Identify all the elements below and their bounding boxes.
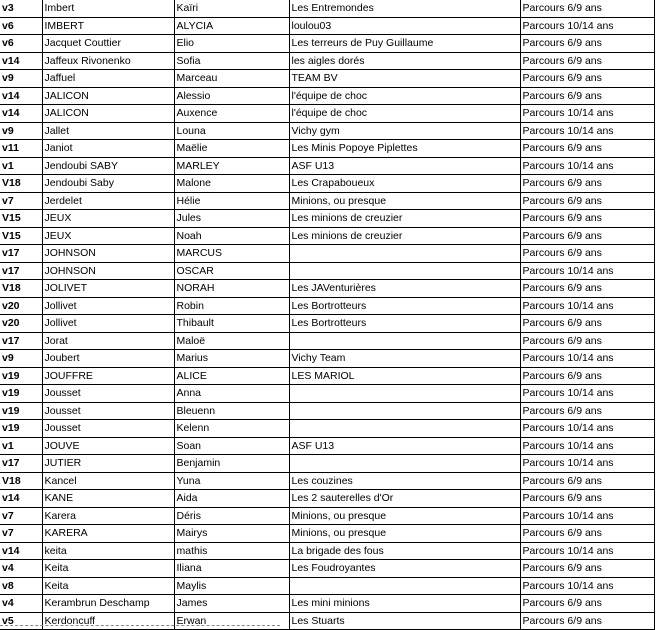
cell-course[interactable]: Parcours 6/9 ans	[520, 332, 654, 350]
cell-course[interactable]: Parcours 6/9 ans	[520, 595, 654, 613]
table-row	[0, 595, 654, 613]
cell-last-name[interactable]: Kerambrun Deschamp	[42, 595, 174, 613]
table-row	[0, 420, 654, 438]
cell-course[interactable]: Parcours 6/9 ans	[520, 175, 654, 193]
cell-course[interactable]: Parcours 6/9 ans	[520, 280, 654, 298]
cell-team[interactable]	[289, 455, 520, 473]
cell-first-name[interactable]: mathis	[174, 542, 289, 560]
cell-group[interactable]: v9	[0, 350, 42, 368]
table-row	[0, 105, 654, 123]
cell-team[interactable]: La brigade des fous	[289, 542, 520, 560]
cell-course[interactable]: Parcours 6/9 ans	[520, 472, 654, 490]
cell-course[interactable]: Parcours 6/9 ans	[520, 402, 654, 420]
cell-group[interactable]: v9	[0, 70, 42, 88]
cell-first-name[interactable]: Maloë	[174, 332, 289, 350]
cell-last-name[interactable]: IMBERT	[42, 17, 174, 35]
cell-team[interactable]: Les couzines	[289, 472, 520, 490]
cell-first-name[interactable]: Benjamin	[174, 455, 289, 473]
cell-course[interactable]: Parcours 6/9 ans	[520, 525, 654, 543]
cell-course[interactable]: Parcours 6/9 ans	[520, 490, 654, 508]
cell-last-name[interactable]: Jollivet	[42, 315, 174, 333]
cell-first-name[interactable]: Robin	[174, 297, 289, 315]
cell-course[interactable]: Parcours 10/14 ans	[520, 577, 654, 595]
table-row	[0, 17, 654, 35]
cell-team[interactable]: Minions, ou presque	[289, 507, 520, 525]
cell-course[interactable]: Parcours 10/14 ans	[520, 385, 654, 403]
table-row	[0, 192, 654, 210]
table-row	[0, 122, 654, 140]
table-row	[0, 507, 654, 525]
cell-first-name[interactable]: Anna	[174, 385, 289, 403]
cell-course[interactable]: Parcours 6/9 ans	[520, 0, 654, 17]
cell-first-name[interactable]: Kaïri	[174, 0, 289, 17]
table-row	[0, 175, 654, 193]
cell-course[interactable]: Parcours 10/14 ans	[520, 542, 654, 560]
cell-group[interactable]: v6	[0, 17, 42, 35]
cell-team[interactable]: Les Bortrotteurs	[289, 315, 520, 333]
table-row	[0, 472, 654, 490]
cell-team[interactable]	[289, 385, 520, 403]
table-row	[0, 245, 654, 263]
cell-last-name[interactable]: JALICON	[42, 87, 174, 105]
cell-last-name[interactable]: Jendoubi Saby	[42, 175, 174, 193]
cell-first-name[interactable]: MARCUS	[174, 245, 289, 263]
cell-team[interactable]	[289, 402, 520, 420]
cell-last-name[interactable]: JEUX	[42, 227, 174, 245]
cell-team[interactable]: Les minions de creuzier	[289, 210, 520, 228]
cell-group[interactable]: v17	[0, 262, 42, 280]
cell-course[interactable]: Parcours 6/9 ans	[520, 612, 654, 630]
cell-group[interactable]: v17	[0, 455, 42, 473]
cell-team[interactable]: ASF U13	[289, 157, 520, 175]
table-row	[0, 315, 654, 333]
cell-first-name[interactable]: Sofia	[174, 52, 289, 70]
cell-last-name[interactable]: KANE	[42, 490, 174, 508]
cell-last-name[interactable]: Kancel	[42, 472, 174, 490]
cell-last-name[interactable]: Jousset	[42, 420, 174, 438]
cell-first-name[interactable]: ALYCIA	[174, 17, 289, 35]
cell-last-name[interactable]: Jallet	[42, 122, 174, 140]
cell-first-name[interactable]: Déris	[174, 507, 289, 525]
cell-group[interactable]: v3	[0, 0, 42, 17]
cell-group[interactable]: v19	[0, 385, 42, 403]
cell-last-name[interactable]: Jorat	[42, 332, 174, 350]
cell-last-name[interactable]: Janiot	[42, 140, 174, 158]
cell-team[interactable]	[289, 332, 520, 350]
cell-first-name[interactable]: Aida	[174, 490, 289, 508]
cell-course[interactable]: Parcours 10/14 ans	[520, 455, 654, 473]
cell-group[interactable]: v19	[0, 367, 42, 385]
cell-first-name[interactable]: Elio	[174, 35, 289, 53]
cell-group[interactable]: v7	[0, 507, 42, 525]
cell-first-name[interactable]: ALICE	[174, 367, 289, 385]
cell-course[interactable]: Parcours 6/9 ans	[520, 227, 654, 245]
table-row	[0, 280, 654, 298]
cell-course[interactable]: Parcours 6/9 ans	[520, 367, 654, 385]
cell-team[interactable]: ASF U13	[289, 437, 520, 455]
cell-last-name[interactable]: Jaffuel	[42, 70, 174, 88]
cell-course[interactable]: Parcours 6/9 ans	[520, 140, 654, 158]
table-row	[0, 560, 654, 578]
cell-group[interactable]: v8	[0, 577, 42, 595]
cell-last-name[interactable]: JOUVE	[42, 437, 174, 455]
cell-last-name[interactable]: Keita	[42, 577, 174, 595]
cell-team[interactable]	[289, 577, 520, 595]
table-row	[0, 525, 654, 543]
clip-edge	[0, 625, 280, 626]
table-row	[0, 437, 654, 455]
table-row	[0, 140, 654, 158]
table-row	[0, 542, 654, 560]
cell-group[interactable]: v1	[0, 157, 42, 175]
cell-last-name[interactable]: Joubert	[42, 350, 174, 368]
cell-group[interactable]: V18	[0, 472, 42, 490]
cell-last-name[interactable]: JOHNSON	[42, 245, 174, 263]
table-row	[0, 297, 654, 315]
cell-team[interactable]: Les Crapaboueux	[289, 175, 520, 193]
cell-team[interactable]: Minions, ou presque	[289, 525, 520, 543]
cell-last-name[interactable]: Jerdelet	[42, 192, 174, 210]
cell-course[interactable]: Parcours 10/14 ans	[520, 105, 654, 123]
cell-team[interactable]: loulou03	[289, 17, 520, 35]
cell-first-name[interactable]: Louna	[174, 122, 289, 140]
cell-first-name[interactable]: Maëlie	[174, 140, 289, 158]
cell-group[interactable]: v19	[0, 402, 42, 420]
cell-team[interactable]: Les Minis Popoye Piplettes	[289, 140, 520, 158]
cell-course[interactable]: Parcours 6/9 ans	[520, 245, 654, 263]
cell-first-name[interactable]: MARLEY	[174, 157, 289, 175]
cell-group[interactable]: v11	[0, 140, 42, 158]
cell-team[interactable]: TEAM BV	[289, 70, 520, 88]
cell-last-name[interactable]: Jousset	[42, 402, 174, 420]
cell-last-name[interactable]: Jousset	[42, 385, 174, 403]
cell-team[interactable]: Minions, ou presque	[289, 192, 520, 210]
cell-last-name[interactable]: JOUFFRE	[42, 367, 174, 385]
table-row	[0, 350, 654, 368]
cell-group[interactable]: V18	[0, 175, 42, 193]
table-row	[0, 87, 654, 105]
cell-group[interactable]: v14	[0, 52, 42, 70]
table-row	[0, 70, 654, 88]
cell-team[interactable]: Les mini minions	[289, 595, 520, 613]
cell-first-name[interactable]: Noah	[174, 227, 289, 245]
cell-team[interactable]: l'équipe de choc	[289, 87, 520, 105]
cell-last-name[interactable]: Karera	[42, 507, 174, 525]
cell-course[interactable]: Parcours 10/14 ans	[520, 157, 654, 175]
cell-first-name[interactable]: Yuna	[174, 472, 289, 490]
cell-group[interactable]: v14	[0, 105, 42, 123]
cell-team[interactable]: Les Entremondes	[289, 0, 520, 17]
cell-group[interactable]: v5	[0, 612, 42, 630]
cell-last-name[interactable]: KARERA	[42, 525, 174, 543]
table-row	[0, 612, 654, 630]
cell-group[interactable]: v20	[0, 297, 42, 315]
cell-team[interactable]: Vichy Team	[289, 350, 520, 368]
cell-first-name[interactable]: NORAH	[174, 280, 289, 298]
table-row	[0, 455, 654, 473]
table-row	[0, 490, 654, 508]
cell-course[interactable]: Parcours 6/9 ans	[520, 87, 654, 105]
cell-group[interactable]: v9	[0, 122, 42, 140]
cell-first-name[interactable]: Marceau	[174, 70, 289, 88]
cell-group[interactable]: v17	[0, 332, 42, 350]
cell-group[interactable]: v14	[0, 542, 42, 560]
table-row	[0, 262, 654, 280]
cell-last-name[interactable]: keita	[42, 542, 174, 560]
cell-last-name[interactable]: JEUX	[42, 210, 174, 228]
cell-team[interactable]: les aigles dorés	[289, 52, 520, 70]
cell-last-name[interactable]: Imbert	[42, 0, 174, 17]
cell-first-name[interactable]: Alessio	[174, 87, 289, 105]
cell-last-name[interactable]: JALICON	[42, 105, 174, 123]
cell-last-name[interactable]: Jacquet Couttier	[42, 35, 174, 53]
table-row	[0, 210, 654, 228]
cell-team[interactable]: Les Bortrotteurs	[289, 297, 520, 315]
cell-last-name[interactable]: Jaffeux Rivonenko	[42, 52, 174, 70]
cell-group[interactable]: V15	[0, 210, 42, 228]
table-row	[0, 52, 654, 70]
table-row	[0, 332, 654, 350]
cell-course[interactable]: Parcours 6/9 ans	[520, 35, 654, 53]
table-row	[0, 577, 654, 595]
table-row	[0, 402, 654, 420]
cell-group[interactable]: v4	[0, 560, 42, 578]
cell-group[interactable]: v20	[0, 315, 42, 333]
cell-course[interactable]: Parcours 6/9 ans	[520, 192, 654, 210]
cell-last-name[interactable]: JOHNSON	[42, 262, 174, 280]
cell-last-name[interactable]: Kerdoncuff	[42, 612, 174, 630]
cell-team[interactable]	[289, 245, 520, 263]
cell-first-name[interactable]: Maylis	[174, 577, 289, 595]
cell-last-name[interactable]: Jendoubi SABY	[42, 157, 174, 175]
cell-first-name[interactable]: Mairys	[174, 525, 289, 543]
table-row	[0, 35, 654, 53]
cell-first-name[interactable]: Iliana	[174, 560, 289, 578]
cell-group[interactable]: v4	[0, 595, 42, 613]
cell-course[interactable]: Parcours 6/9 ans	[520, 70, 654, 88]
cell-team[interactable]: Les terreurs de Puy Guillaume	[289, 35, 520, 53]
cell-course[interactable]: Parcours 10/14 ans	[520, 17, 654, 35]
cell-first-name[interactable]: Soan	[174, 437, 289, 455]
table-row	[0, 157, 654, 175]
cell-group[interactable]: V15	[0, 227, 42, 245]
cell-first-name[interactable]: Bleuenn	[174, 402, 289, 420]
cell-course[interactable]: Parcours 10/14 ans	[520, 122, 654, 140]
cell-first-name[interactable]: Kelenn	[174, 420, 289, 438]
cell-group[interactable]: v17	[0, 245, 42, 263]
cell-group[interactable]: v19	[0, 420, 42, 438]
cell-course[interactable]: Parcours 10/14 ans	[520, 262, 654, 280]
cell-first-name[interactable]: James	[174, 595, 289, 613]
cell-course[interactable]: Parcours 10/14 ans	[520, 350, 654, 368]
cell-course[interactable]: Parcours 10/14 ans	[520, 420, 654, 438]
table-row	[0, 367, 654, 385]
cell-group[interactable]: v7	[0, 525, 42, 543]
cell-team[interactable]: Les 2 sauterelles d'Or	[289, 490, 520, 508]
cell-team[interactable]	[289, 262, 520, 280]
cell-first-name[interactable]: Hélie	[174, 192, 289, 210]
cell-team[interactable]: Les JAVenturières	[289, 280, 520, 298]
cell-course[interactable]: Parcours 10/14 ans	[520, 297, 654, 315]
table-row	[0, 227, 654, 245]
cell-course[interactable]: Parcours 6/9 ans	[520, 315, 654, 333]
table-row	[0, 0, 654, 17]
cell-team[interactable]: Les Foudroyantes	[289, 560, 520, 578]
cell-last-name[interactable]: JOLIVET	[42, 280, 174, 298]
cell-team[interactable]: Les minions de creuzier	[289, 227, 520, 245]
cell-team[interactable]: Vichy gym	[289, 122, 520, 140]
cell-team[interactable]: LES MARIOL	[289, 367, 520, 385]
cell-first-name[interactable]: Thibault	[174, 315, 289, 333]
cell-group[interactable]: v7	[0, 192, 42, 210]
cell-team[interactable]	[289, 420, 520, 438]
cell-group[interactable]: v1	[0, 437, 42, 455]
cell-course[interactable]: Parcours 10/14 ans	[520, 437, 654, 455]
cell-team[interactable]: l'équipe de choc	[289, 105, 520, 123]
cell-first-name[interactable]: Marius	[174, 350, 289, 368]
cell-first-name[interactable]: Erwan	[174, 612, 289, 630]
cell-first-name[interactable]: Auxence	[174, 105, 289, 123]
cell-course[interactable]: Parcours 6/9 ans	[520, 52, 654, 70]
cell-first-name[interactable]: Jules	[174, 210, 289, 228]
cell-group[interactable]: v14	[0, 87, 42, 105]
cell-first-name[interactable]: OSCAR	[174, 262, 289, 280]
cell-team[interactable]: Les Stuarts	[289, 612, 520, 630]
cell-course[interactable]: Parcours 6/9 ans	[520, 560, 654, 578]
cell-last-name[interactable]: Keita	[42, 560, 174, 578]
cell-last-name[interactable]: JUTIER	[42, 455, 174, 473]
cell-group[interactable]: V18	[0, 280, 42, 298]
cell-group[interactable]: v14	[0, 490, 42, 508]
cell-course[interactable]: Parcours 6/9 ans	[520, 210, 654, 228]
cell-group[interactable]: v6	[0, 35, 42, 53]
cell-last-name[interactable]: Jollivet	[42, 297, 174, 315]
cell-course[interactable]: Parcours 10/14 ans	[520, 507, 654, 525]
table-row	[0, 385, 654, 403]
cell-first-name[interactable]: Malone	[174, 175, 289, 193]
